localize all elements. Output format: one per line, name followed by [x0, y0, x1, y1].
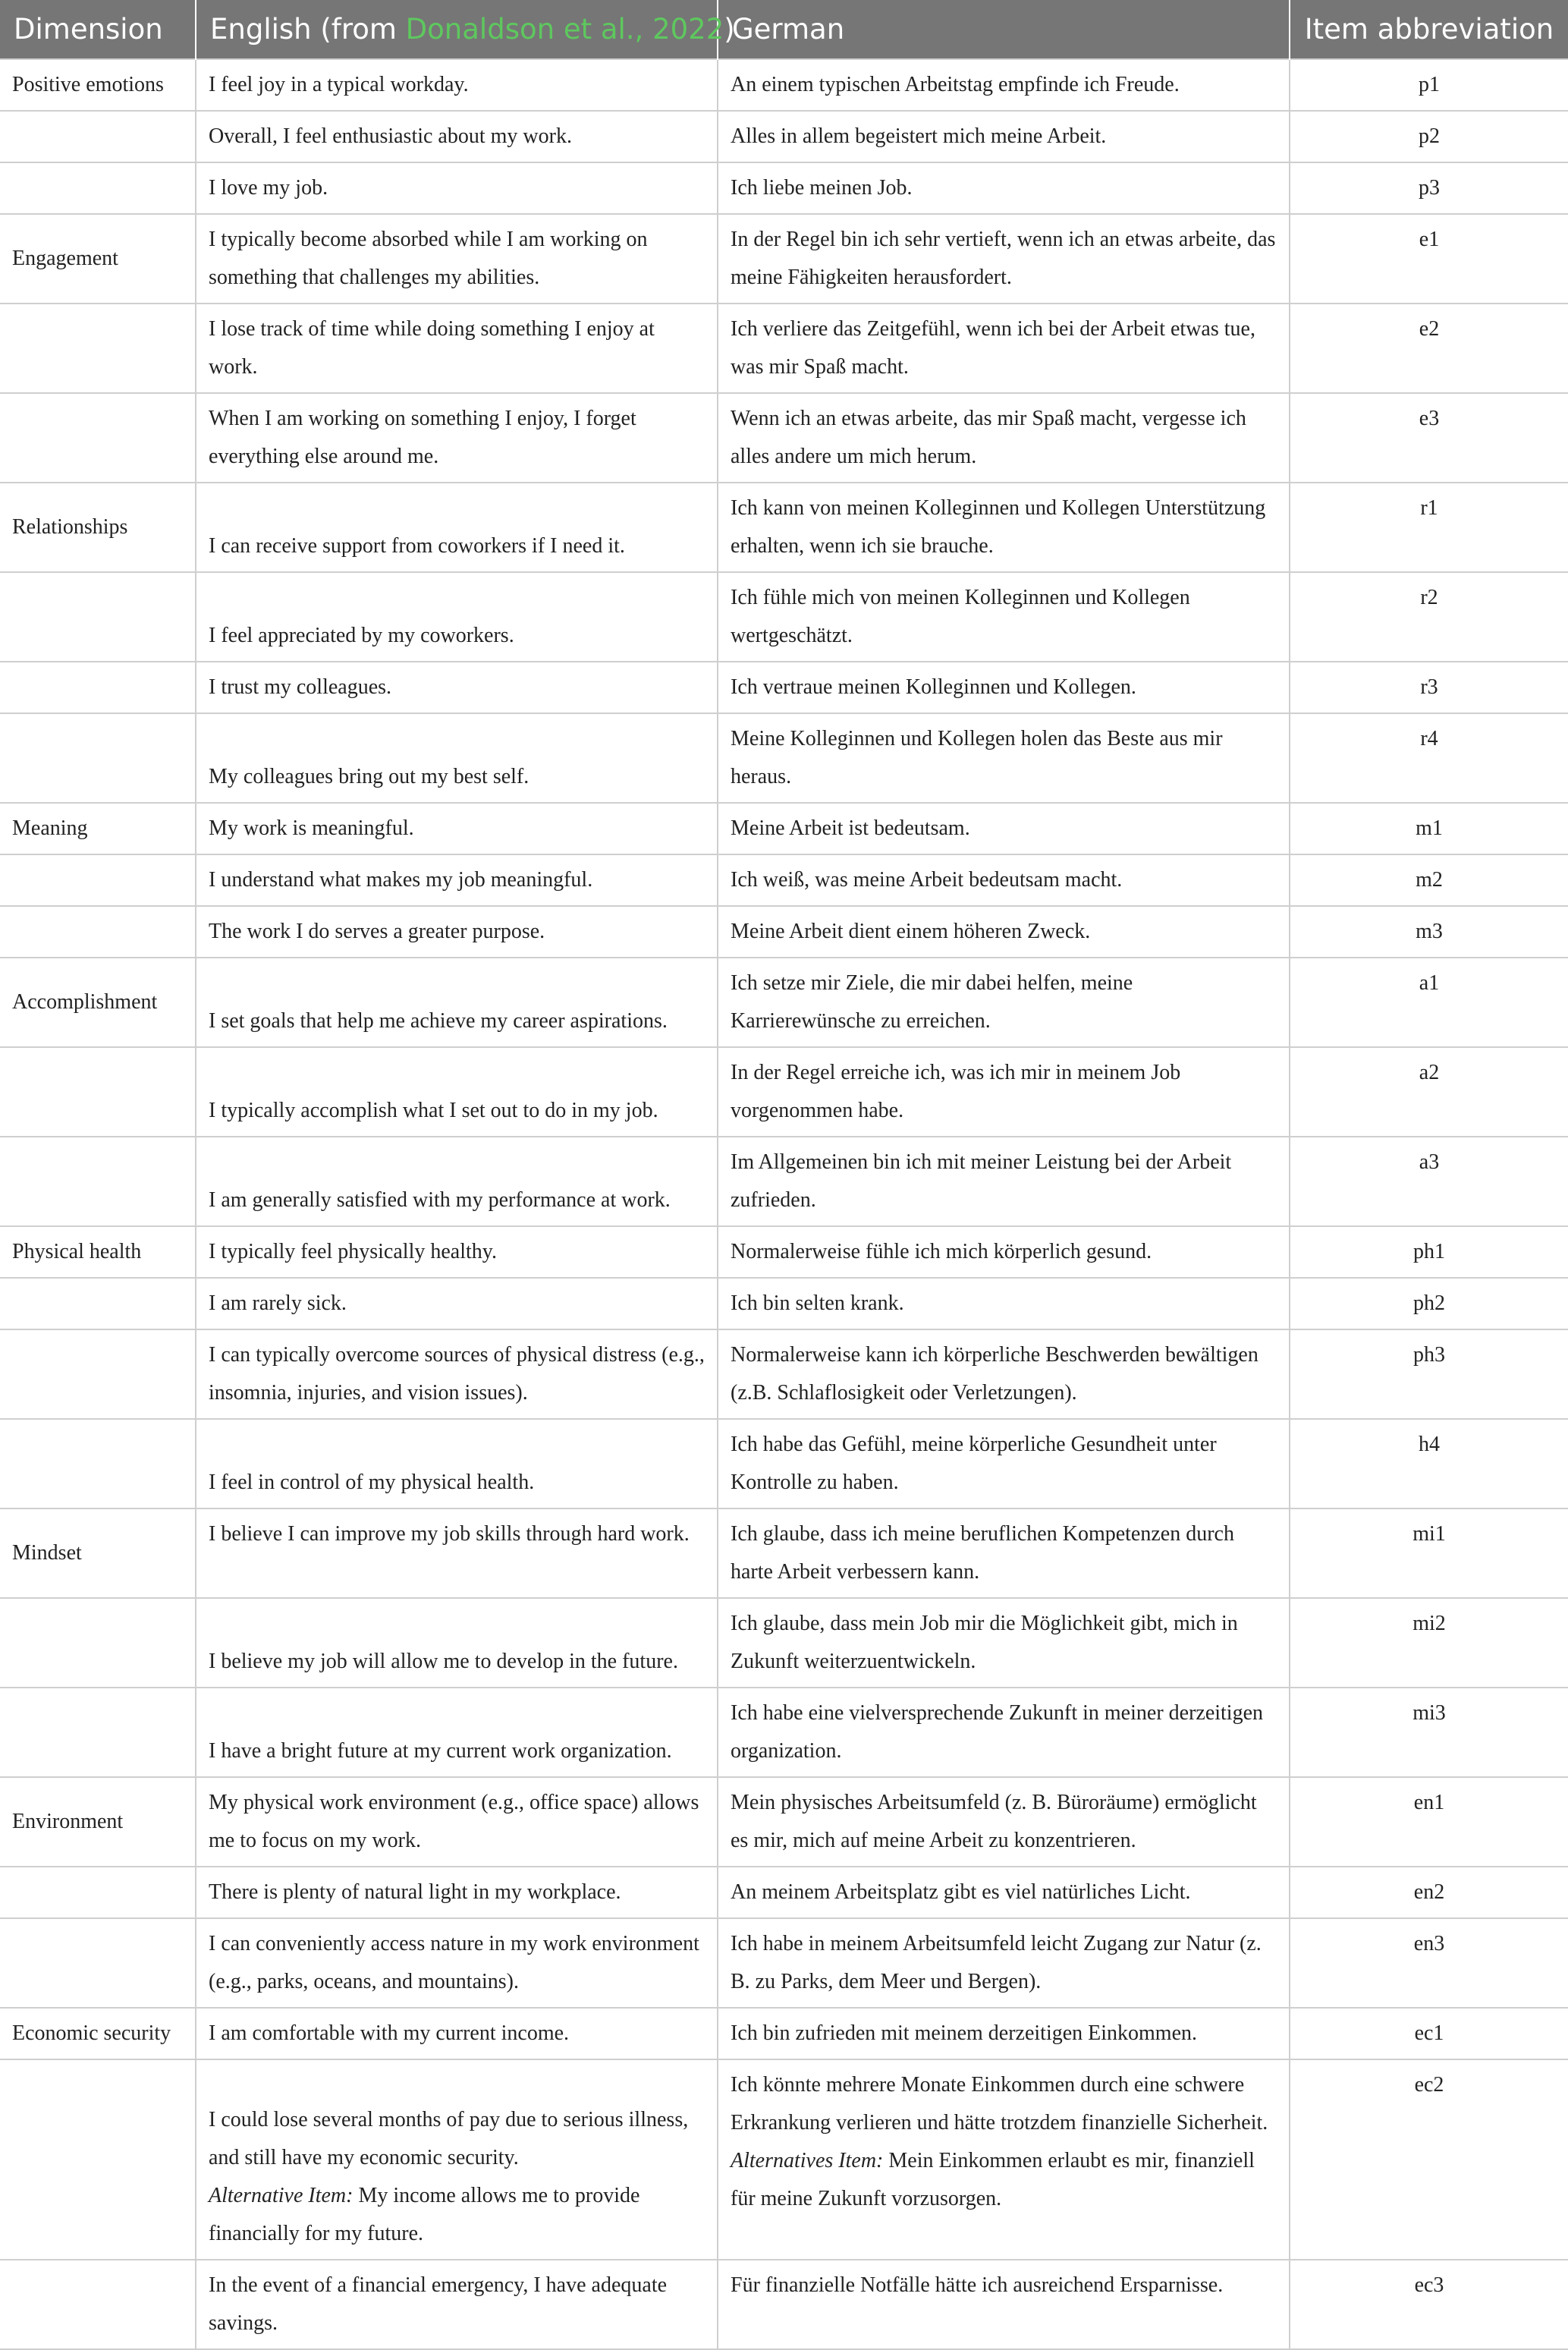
table-body — [0, 59, 1568, 2349]
german-item-cell: Normalerweise kann ich körperliche Beschwerden bewältigen (z.B. Schlaflosigkeit oder Verletzungen). — [718, 1329, 1290, 1419]
german-item-cell: In der Regel erreiche ich, was ich mir in meinem Job vorgenommen habe. — [718, 1047, 1290, 1137]
table-row — [0, 1918, 1568, 2008]
item-abbreviation-cell: a3 — [1290, 1137, 1568, 1226]
german-item-text: Ich könnte mehrere Monate Einkommen durch eine schwere Erkrankung verlieren und hätte trotzdem finanzielle Sicherheit. — [731, 2073, 1268, 2135]
dimension-cell — [0, 1329, 196, 1419]
alternative-item-label: Alternatives Item: — [731, 2149, 884, 2172]
german-alternative-text: Mein Einkommen erlaubt es mir, finanziell für meine Zukunft vorzusorgen. — [731, 2149, 1255, 2210]
dimension-cell: Economic security — [0, 2008, 196, 2059]
table-row — [0, 1688, 1568, 1777]
dimension-cell — [0, 304, 196, 393]
german-item-cell: Ich weiß, was meine Arbeit bedeutsam macht. — [718, 854, 1290, 906]
english-item-cell: I typically feel physically healthy. — [196, 1226, 718, 1278]
table-header — [0, 0, 1568, 59]
english-item-cell: My colleagues bring out my best self. — [196, 713, 718, 803]
german-item-cell: Ich habe in meinem Arbeitsumfeld leicht Zugang zur Natur (z. B. zu Parks, dem Meer und Bergen). — [718, 1918, 1290, 2008]
dimension-cell: Meaning — [0, 803, 196, 854]
item-abbreviation-cell: ec3 — [1290, 2260, 1568, 2349]
citation-link[interactable]: Donaldson et al., 2022 — [405, 13, 724, 46]
item-abbreviation-cell: mi3 — [1290, 1688, 1568, 1777]
table-row — [0, 854, 1568, 906]
header-row — [0, 0, 1568, 59]
table-row — [0, 1226, 1568, 1278]
german-item-cell: Meine Arbeit ist bedeutsam. — [718, 803, 1290, 854]
german-item-cell: Meine Kolleginnen und Kollegen holen das Beste aus mir heraus. — [718, 713, 1290, 803]
item-abbreviation-cell: a1 — [1290, 958, 1568, 1047]
english-item-cell: My work is meaningful. — [196, 803, 718, 854]
english-item-cell: There is plenty of natural light in my workplace. — [196, 1867, 718, 1918]
english-item-cell: I typically become absorbed while I am working on something that challenges my abilities. — [196, 214, 718, 304]
item-abbreviation-cell: p2 — [1290, 111, 1568, 162]
dimension-cell — [0, 1867, 196, 1918]
german-item-cell: Ich habe das Gefühl, meine körperliche Gesundheit unter Kontrolle zu haben. — [718, 1419, 1290, 1508]
table-row — [0, 2260, 1568, 2349]
item-abbreviation-cell: ec2 — [1290, 2059, 1568, 2260]
dimension-cell: Environment — [0, 1777, 196, 1867]
dimension-cell: Engagement — [0, 214, 196, 304]
dimension-cell — [0, 162, 196, 214]
german-item-cell: Mein physisches Arbeitsumfeld (z. B. Büroräume) ermöglicht es mir, mich auf meine Arbeit zu konzentrieren. — [718, 1777, 1290, 1867]
table-row — [0, 958, 1568, 1047]
table-row — [0, 1278, 1568, 1329]
item-abbreviation-cell: ec1 — [1290, 2008, 1568, 2059]
item-abbreviation-cell: p1 — [1290, 59, 1568, 111]
english-item-cell: I feel in control of my physical health. — [196, 1419, 718, 1508]
item-abbreviation-cell: e3 — [1290, 393, 1568, 483]
dimension-cell — [0, 111, 196, 162]
dimension-cell — [0, 1278, 196, 1329]
table-row — [0, 1419, 1568, 1508]
table-row — [0, 214, 1568, 304]
table-row — [0, 393, 1568, 483]
german-item-cell: Ich habe eine vielversprechende Zukunft in meiner derzeitigen organization. — [718, 1688, 1290, 1777]
german-item-cell: Ich verliere das Zeitgefühl, wenn ich bei der Arbeit etwas tue, was mir Spaß macht. — [718, 304, 1290, 393]
dimension-cell — [0, 1047, 196, 1137]
english-item-cell: I have a bright future at my current work organization. — [196, 1688, 718, 1777]
dimension-cell — [0, 906, 196, 958]
table-row — [0, 1598, 1568, 1688]
english-item-cell: In the event of a financial emergency, I have adequate savings. — [196, 2260, 718, 2349]
header-english-suffix: ) — [724, 13, 735, 46]
item-abbreviation-cell: p3 — [1290, 162, 1568, 214]
table-row — [0, 1137, 1568, 1226]
item-abbreviation-cell: h4 — [1290, 1419, 1568, 1508]
dimension-cell — [0, 2260, 196, 2349]
item-abbreviation-cell: r4 — [1290, 713, 1568, 803]
german-item-cell: In der Regel bin ich sehr vertieft, wenn ich an etwas arbeite, das meine Fähigkeiten herausfordert. — [718, 214, 1290, 304]
item-abbreviation-cell: ph3 — [1290, 1329, 1568, 1419]
english-item-cell: I feel joy in a typical workday. — [196, 59, 718, 111]
table-row — [0, 2059, 1568, 2260]
item-abbreviation-cell: r2 — [1290, 572, 1568, 662]
table-row — [0, 304, 1568, 393]
german-item-cell: Alles in allem begeistert mich meine Arbeit. — [718, 111, 1290, 162]
item-abbreviation-cell: mi1 — [1290, 1508, 1568, 1598]
dimension-cell — [0, 662, 196, 713]
german-item-cell: Wenn ich an etwas arbeite, das mir Spaß macht, vergesse ich alles andere um mich herum. — [718, 393, 1290, 483]
german-item-cell: Für finanzielle Notfälle hätte ich ausreichend Ersparnisse. — [718, 2260, 1290, 2349]
german-item-cell: Ich fühle mich von meinen Kolleginnen und Kollegen wertgeschätzt. — [718, 572, 1290, 662]
dimension-cell — [0, 713, 196, 803]
english-item-cell: I trust my colleagues. — [196, 662, 718, 713]
header-german: German — [718, 0, 1290, 59]
item-abbreviation-cell: m2 — [1290, 854, 1568, 906]
english-item-cell: I typically accomplish what I set out to do in my job. — [196, 1047, 718, 1137]
header-item-abbreviation: Item abbreviation — [1290, 0, 1568, 59]
item-abbreviation-cell: m1 — [1290, 803, 1568, 854]
english-item-cell: I set goals that help me achieve my career aspirations. — [196, 958, 718, 1047]
german-item-cell: An meinem Arbeitsplatz gibt es viel natürliches Licht. — [718, 1867, 1290, 1918]
table-row — [0, 483, 1568, 572]
dimension-cell: Positive emotions — [0, 59, 196, 111]
item-abbreviation-cell: m3 — [1290, 906, 1568, 958]
german-item-cell: Meine Arbeit dient einem höheren Zweck. — [718, 906, 1290, 958]
dimension-cell — [0, 393, 196, 483]
english-item-cell: I am comfortable with my current income. — [196, 2008, 718, 2059]
item-abbreviation-cell: e2 — [1290, 304, 1568, 393]
german-item-cell: Ich glaube, dass mein Job mir die Möglichkeit gibt, mich in Zukunft weiterzuentwickeln. — [718, 1598, 1290, 1688]
german-item-cell: Ich vertraue meinen Kolleginnen und Kollegen. — [718, 662, 1290, 713]
item-abbreviation-cell: a2 — [1290, 1047, 1568, 1137]
german-item-cell: Ich setze mir Ziele, die mir dabei helfen, meine Karrierewünsche zu erreichen. — [718, 958, 1290, 1047]
table-row — [0, 1047, 1568, 1137]
english-item-cell: When I am working on something I enjoy, I forget everything else around me. — [196, 393, 718, 483]
table-row — [0, 662, 1568, 713]
english-item-cell: I understand what makes my job meaningful. — [196, 854, 718, 906]
item-abbreviation-cell: ph2 — [1290, 1278, 1568, 1329]
german-item-cell: Ich liebe meinen Job. — [718, 162, 1290, 214]
table-row — [0, 2008, 1568, 2059]
table-row — [0, 59, 1568, 111]
english-item-cell: I can receive support from coworkers if I need it. — [196, 483, 718, 572]
english-item-cell: I lose track of time while doing something I enjoy at work. — [196, 304, 718, 393]
table-row — [0, 906, 1568, 958]
english-item-text: I could lose several months of pay due to serious illness, and still have my economic security. — [209, 2108, 689, 2169]
item-abbreviation-cell: e1 — [1290, 214, 1568, 304]
header-english — [196, 0, 735, 59]
table-row — [0, 162, 1568, 214]
german-item-cell: Im Allgemeinen bin ich mit meiner Leistung bei der Arbeit zufrieden. — [718, 1137, 1290, 1226]
table-row — [0, 1867, 1568, 1918]
item-abbreviation-cell: mi2 — [1290, 1598, 1568, 1688]
english-alternative-text: My income allows me to provide financially for my future. — [209, 2184, 640, 2245]
table-row — [0, 572, 1568, 662]
alternative-item-label: Alternative Item: — [209, 2184, 354, 2207]
dimension-cell — [0, 1419, 196, 1508]
english-item-cell — [196, 2059, 718, 2260]
table-row — [0, 803, 1568, 854]
table-row — [0, 1508, 1568, 1598]
dimension-cell: Mindset — [0, 1508, 196, 1598]
german-item-cell: Ich glaube, dass ich meine beruflichen Kompetenzen durch harte Arbeit verbessern kann. — [718, 1508, 1290, 1598]
english-item-cell: I feel appreciated by my coworkers. — [196, 572, 718, 662]
german-item-cell — [718, 2059, 1290, 2260]
german-item-cell: An einem typischen Arbeitstag empfinde ich Freude. — [718, 59, 1290, 111]
english-item-cell: Overall, I feel enthusiastic about my work. — [196, 111, 718, 162]
dimension-cell — [0, 1598, 196, 1688]
dimension-cell — [0, 1137, 196, 1226]
item-abbreviation-cell: en1 — [1290, 1777, 1568, 1867]
english-item-cell: I am generally satisfied with my performance at work. — [196, 1137, 718, 1226]
item-abbreviation-cell: ph1 — [1290, 1226, 1568, 1278]
dimension-cell: Relationships — [0, 483, 196, 572]
table-row — [0, 111, 1568, 162]
dimension-cell: Physical health — [0, 1226, 196, 1278]
german-item-cell: Normalerweise fühle ich mich körperlich gesund. — [718, 1226, 1290, 1278]
item-abbreviation-cell: r3 — [1290, 662, 1568, 713]
item-abbreviation-cell: r1 — [1290, 483, 1568, 572]
english-item-cell: I can conveniently access nature in my work environment (e.g., parks, oceans, and mountains). — [196, 1918, 718, 2008]
dimension-cell — [0, 2059, 196, 2260]
german-item-cell: Ich kann von meinen Kolleginnen und Kollegen Unterstützung erhalten, wenn ich sie brauche. — [718, 483, 1290, 572]
table-row — [0, 713, 1568, 803]
dimension-cell — [0, 1688, 196, 1777]
english-item-cell: My physical work environment (e.g., office space) allows me to focus on my work. — [196, 1777, 718, 1867]
header-english-prefix: English (from — [210, 13, 406, 46]
dimension-cell — [0, 572, 196, 662]
english-item-cell: I can typically overcome sources of physical distress (e.g., insomnia, injuries, and vision issues). — [196, 1329, 718, 1419]
dimension-cell — [0, 854, 196, 906]
german-item-cell: Ich bin zufrieden mit meinem derzeitigen Einkommen. — [718, 2008, 1290, 2059]
table-row — [0, 1777, 1568, 1867]
header-dimension: Dimension — [0, 0, 196, 59]
english-item-cell: I love my job. — [196, 162, 718, 214]
german-item-cell: Ich bin selten krank. — [718, 1278, 1290, 1329]
english-item-cell: I believe my job will allow me to develop in the future. — [196, 1598, 718, 1688]
dimension-cell — [0, 1918, 196, 2008]
english-item-cell: I believe I can improve my job skills through hard work. — [196, 1508, 718, 1598]
english-item-cell: I am rarely sick. — [196, 1278, 718, 1329]
dimension-cell: Accomplishment — [0, 958, 196, 1047]
table-row — [0, 1329, 1568, 1419]
item-abbreviation-cell: en2 — [1290, 1867, 1568, 1918]
english-item-cell: The work I do serves a greater purpose. — [196, 906, 718, 958]
item-abbreviation-cell: en3 — [1290, 1918, 1568, 2008]
